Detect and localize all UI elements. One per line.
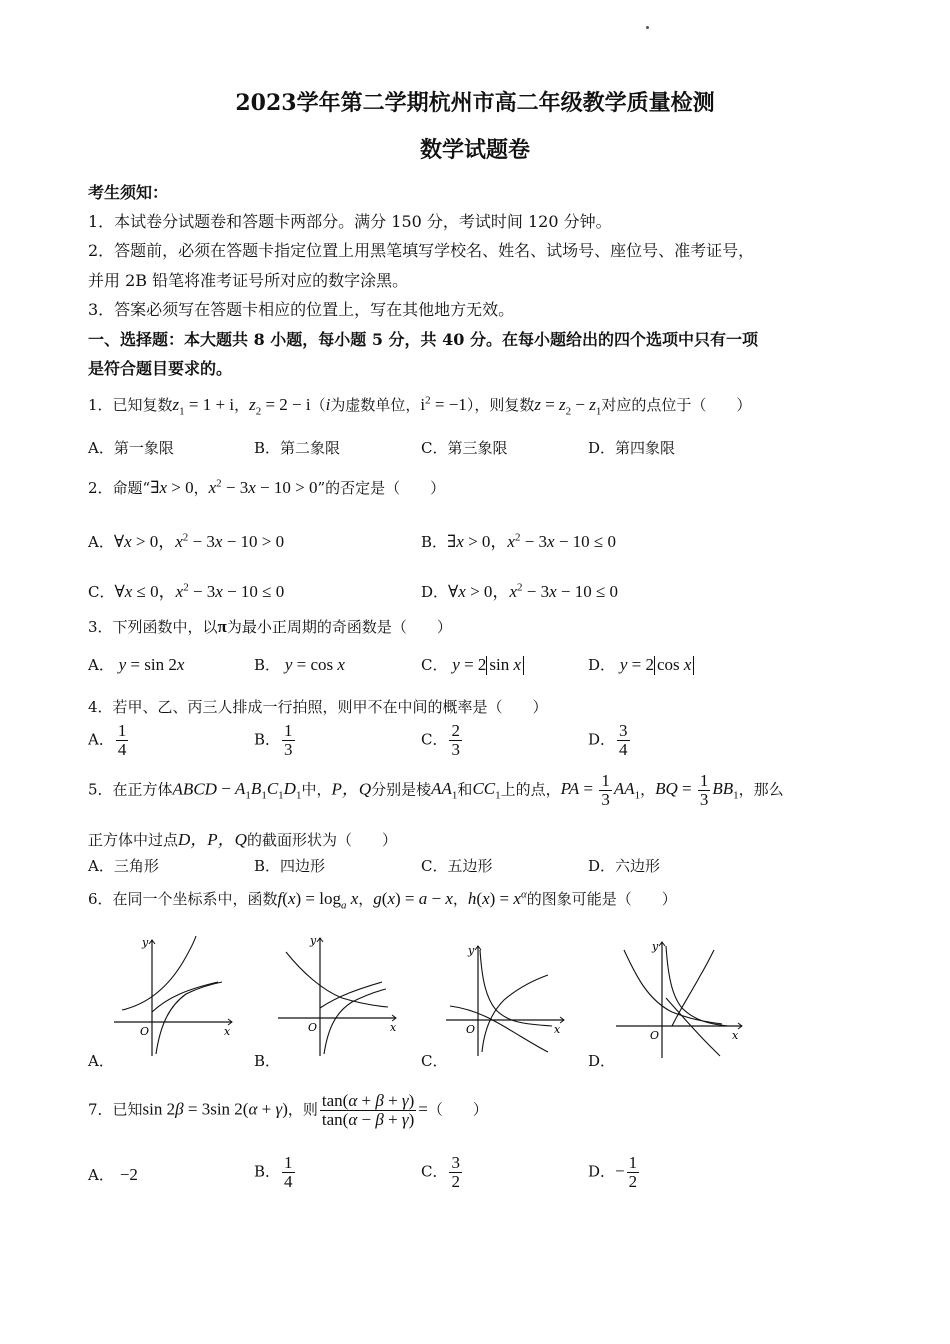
q6-option-b: B． — [254, 1052, 281, 1070]
question-7: 7．已知sin 2β = 3sin 2(α + γ)，则 $\frac{\tan(\alpha + \beta + \gamma)}{\tan(\alpha - \beta + \gamma)}$ =（ ） — [88, 1091, 488, 1129]
q5-option-b: B．四边形 — [254, 857, 326, 875]
q6-graph-d-x-label: x — [732, 1029, 739, 1042]
q6-graph-d — [612, 936, 746, 1060]
q6-option-d: D． — [588, 1052, 616, 1070]
q6-graph-c-origin: O — [466, 1023, 476, 1036]
q6-graph-c-y-label: y — [468, 944, 475, 957]
q6-graph-c-x-label: x — [554, 1023, 561, 1036]
question-5-cont: 正方体中过点D，P，Q的截面形状为（ ） — [88, 830, 397, 849]
q6-graph-b-origin: O — [308, 1021, 318, 1034]
question-4: 4．若甲、乙、丙三人排成一行拍照，则甲不在中间的概率是（ ） — [88, 698, 548, 716]
section-heading: 一、选择题：本大题共 8 小题，每小题 5 分，共 40 分。在每小题给出的四个选项中只有一项 — [88, 330, 758, 349]
q5-option-d: D．六边形 — [588, 857, 661, 875]
q4-option-a: A． $\frac{1}{4}$ — [88, 721, 127, 759]
q2-option-d: D．∀x > 0，$x^2 - 3x - 10 \le 0$ — [421, 581, 619, 601]
q2-option-b: B．∃x > 0，$x^2 - 3x - 10 \le 0$ — [421, 531, 617, 551]
q6-graph-b-y-label: y — [310, 934, 317, 947]
q7-option-a: A． −2 — [88, 1165, 138, 1184]
q5-option-c: C．五边形 — [421, 857, 493, 875]
notice-heading: 考生须知： — [88, 183, 169, 202]
notice-item-2-cont: 并用 2B 铅笔将准考证号所对应的数字涂黑。 — [88, 271, 409, 290]
question-6: 6．在同一个坐标系中，函数$f(x) = \log_a x$，g(x) = a − x，$h(x) = x^\alpha$的图象可能是（ ） — [88, 888, 677, 912]
q6-graph-d-y-label: y — [652, 940, 659, 953]
q6-option-a: A． — [88, 1052, 114, 1070]
q3-option-b: B． y = cos x — [254, 655, 345, 674]
q7-option-c: C． $\frac{3}{2}$ — [421, 1153, 460, 1191]
q6-graph-a-origin: O — [140, 1025, 150, 1038]
q6-graph-c — [440, 940, 570, 1060]
q6-graph-a-x-label: x — [224, 1025, 231, 1038]
q7-option-b: B． $\frac{1}{4}$ — [254, 1153, 293, 1191]
q4-option-d: D． $\frac{3}{4}$ — [588, 721, 628, 759]
q7-option-d: D．− $\frac{1}{2}$ — [588, 1153, 638, 1191]
exam-subtitle: 数学试题卷 — [419, 137, 530, 163]
notice-item-2: 2．答题前，必须在答题卡指定位置上用黑笔填写学校名、姓名、试场号、座位号、准考证号， — [88, 241, 755, 260]
section-heading-cont: 是符合题目要求的。 — [88, 359, 233, 378]
page-mark — [646, 26, 649, 29]
q6-graph-a — [108, 932, 238, 1060]
q1-option-b: B．第二象限 — [254, 439, 341, 457]
q3-option-d: D． y = 2 cos x — [588, 654, 694, 675]
q5-option-a: A．三角形 — [88, 857, 159, 875]
question-2: 2．命题“∃x > 0，$x^2 - 3x - 10 > 0$”的否定是（ ） — [88, 477, 446, 497]
q6-graph-a-y-label: y — [142, 936, 149, 949]
q6-graph-b — [272, 932, 402, 1060]
q4-option-c: C． $\frac{2}{3}$ — [421, 721, 460, 759]
q1-option-a: A．第一象限 — [88, 439, 174, 457]
notice-item-1: 1．本试卷分试题卷和答题卡两部分。满分 150 分，考试时间 120 分钟。 — [88, 212, 612, 231]
question-3: 3．下列函数中，以π为最小正周期的奇函数是（ ） — [88, 617, 452, 636]
question-5: 5．在正方体ABCD − $A_1B_1C_1D_1$中，P，Q分别是棱$AA_1$和$CC_1$上的点，PA = $\frac{1}{3}$ $AA_1$，BQ = $\frac{1}{3}$ $BB_1$，那么 — [88, 771, 784, 809]
notice-item-3: 3．答案必须写在答题卡相应的位置上，写在其他地方无效。 — [88, 300, 515, 319]
q6-option-c: C． — [421, 1052, 448, 1070]
q2-option-c: C．∀x ≤ 0，$x^2 - 3x - 10 \le 0$ — [88, 581, 285, 601]
question-1: 1．已知复数$z_1 = 1 + i$，$z_2 = 2 - i(i$为虚数单位，$i^2 = -1$），则复数$z = z_2 - z_1$对应的点位于（ ） — [88, 394, 752, 418]
q3-option-a: A． y = sin 2x — [88, 655, 185, 674]
q1-option-d: D．第四象限 — [588, 439, 676, 457]
q3-option-c: C． y = 2 sin x — [421, 654, 524, 675]
exam-title: 2023学年第二学期杭州市高二年级教学质量检测 — [235, 90, 715, 116]
q6-graph-d-origin: O — [650, 1029, 660, 1042]
q4-option-b: B． $\frac{1}{3}$ — [254, 721, 293, 759]
q2-option-a: A．∀x > 0，$x^2 - 3x - 10 > 0$ — [88, 531, 285, 551]
q6-graph-b-x-label: x — [390, 1021, 397, 1034]
q1-option-c: C．第三象限 — [421, 439, 508, 457]
